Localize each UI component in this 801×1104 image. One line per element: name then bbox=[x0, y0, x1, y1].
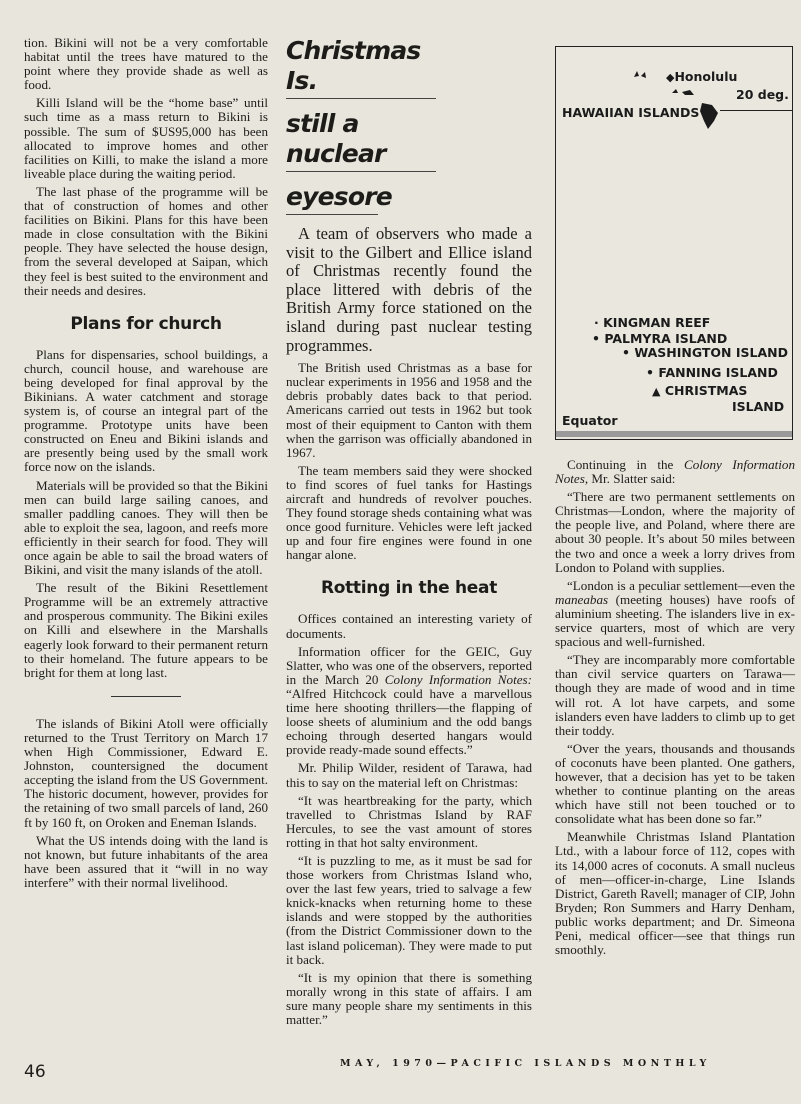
headline-line-2: still a nuclear bbox=[286, 109, 436, 172]
column-right bbox=[555, 458, 795, 961]
text-run: “London is a peculiar settlement—even the bbox=[567, 577, 795, 593]
subheading-rotting-in-the-heat: Rotting in the heat bbox=[320, 578, 498, 599]
equator-label: Equator bbox=[562, 413, 618, 428]
paragraph: Materials will be provided so that the Bikini men can build large sailing canoes, and smaller paddling canoes. They will then be able to exploit the sea, lagoon, and reefs more efficiently in their search for food. They will once again be able to sail the broad waters of Bikini, and visit the many islands of the atoll. bbox=[24, 477, 268, 578]
paragraph: What the US intends doing with the land is not known, but future inhabitants of the area have been assured that it “will in no way interfere” with their normal livelihood. bbox=[24, 832, 268, 890]
paragraph: tion. Bikini will not be a very comfortable habitat until the trees have matured to the point where they provide shade as well as food. bbox=[24, 35, 268, 93]
fanning-text: FANNING ISLAND bbox=[658, 365, 778, 380]
fanning-island-label: • FANNING ISLAND bbox=[646, 365, 778, 380]
paragraph: “It is puzzling to me, as it must be sad for those workers from Christmas Island who, over the last few years, tried to salvage a few knick-knacks when returning home to these islands and were stopped by the authorities (from the District Commissioner down to the last island policeman). They were made to put it back. bbox=[286, 852, 532, 967]
text-run: Continuing in the bbox=[567, 457, 684, 472]
island-dot-icon: ◆ bbox=[666, 71, 675, 84]
kingman-text: KINGMAN REEF bbox=[603, 315, 711, 330]
subheading-plans-for-church: Plans for church bbox=[70, 313, 222, 334]
column-middle bbox=[286, 36, 532, 1031]
headline-line-3: eyesore bbox=[286, 182, 378, 215]
text-run: “Alfred Hitchcock could have a marvellous time here shooting thrillers—the flapping of loose sheets of aluminium and the odd bangs echoing through deserted hangars would provide ready-made sound effects.” bbox=[286, 685, 532, 758]
washington-island-label: • WASHINGTON ISLAND bbox=[622, 345, 788, 360]
article-headline bbox=[286, 36, 532, 215]
section-divider bbox=[111, 696, 181, 697]
running-footer: MAY, 1970—PACIFIC ISLANDS MONTHLY bbox=[340, 1058, 711, 1069]
paragraph: “It is my opinion that there is something morally wrong in this state of affairs. I am sure many people share my sentiments in this matter.” bbox=[286, 969, 532, 1027]
paragraph: Plans for dispensaries, school buildings, a church, council house, and warehouse are being developed for final approval by the Bikinians. A water catchment and storage system is, of course an integral part of the programme. Prototype units have been constructed on Eneu and Bikini islands and are presently being used by the small work force now on the islands. bbox=[24, 346, 268, 475]
paragraph: Offices contained an interesting variety of documents. bbox=[286, 611, 532, 641]
latitude-line bbox=[720, 110, 792, 111]
lead-paragraph: A team of observers who made a visit to the Gilbert and Ellice island of Christmas recently found the place littered with debris of the British Army force stationed on the island during past nuclear testing programmes. bbox=[286, 224, 532, 355]
paragraph: The team members said they were shocked to find scores of fuel tanks for Hastings aircraft and hundreds of revolver pouches. They found storage sheds containing what was once good furniture. Vehicles were left jacked up and four fire engines were found in one hangar alone. bbox=[286, 462, 532, 563]
paragraph bbox=[555, 579, 795, 649]
text-run: (meeting houses) have roofs of aluminium sheeting. The islanders live in ex-service quarters, most of which are very spacious and well-furnished. bbox=[555, 591, 795, 650]
latitude-label: 20 deg. bbox=[736, 87, 789, 102]
column-left bbox=[24, 36, 268, 894]
hawaiian-islands-label: HAWAIIAN ISLANDS bbox=[562, 105, 700, 120]
honolulu-label bbox=[666, 69, 737, 84]
paragraph: Mr. Philip Wilder, resident of Tarawa, had this to say on the material left on Christmas: bbox=[286, 760, 532, 790]
paragraph: The islands of Bikini Atoll were officially returned to the Trust Territory on March 17 when High Commissioner, Edward E. Johnston, countersigned the document accepting the island from the US Government. The historic document, however, provides for the retaining of two small parcels of land, 260 ft by 160 ft, on Oroken and Eneman Islands. bbox=[24, 715, 268, 830]
kingman-reef-label: · KINGMAN REEF bbox=[594, 315, 711, 330]
palmyra-text: PALMYRA ISLAND bbox=[604, 331, 728, 346]
paragraph: “Over the years, thousands and thousands of coconuts have been planted. One gathers, however, that a decision has yet to be taken whether to continue planting on the areas which have still not been touched or to consolidate what has been done so far.” bbox=[555, 740, 795, 827]
honolulu-text: Honolulu bbox=[674, 69, 738, 84]
paragraph: The result of the Bikini Resettlement Programme will be an extremely attractive and prosperous community. The Bikini exiles on Killi and elsewhere in the Marshalls eagerly look forward to their permanent return to their homeland. The future appears to be bright for them at long last. bbox=[24, 580, 268, 680]
page-number: 46 bbox=[24, 1062, 46, 1082]
paragraph bbox=[286, 645, 532, 758]
equator-line bbox=[556, 431, 792, 437]
washington-text: WASHINGTON ISLAND bbox=[634, 345, 788, 360]
paragraph: The last phase of the programme will be that of construction of homes and other facilities on Bikini. Plans for this have been made in close consultation with the Bikini people. They have selected the house design, from the several developed at Saipan, which they feel is best suited to the environment and their needs and desires. bbox=[24, 183, 268, 298]
palmyra-island-label: • PALMYRA ISLAND bbox=[592, 331, 728, 346]
text-run: Information officer for the GEIC, Guy Slatter, who was one of the observers, reported in the March 20 bbox=[286, 643, 532, 687]
italic-publication-title: Colony Information Notes: bbox=[384, 671, 532, 687]
christmas-island-label bbox=[652, 383, 747, 398]
italic-term: maneabas bbox=[555, 591, 609, 607]
christmas-island-label-2: ISLAND bbox=[732, 399, 785, 414]
paragraph: “It was heartbreaking for the party, which travelled to Christmas Island by RAF Hercules, to see the vast amount of stores rotting in that hot salty environment. bbox=[286, 792, 532, 850]
paragraph: Killi Island will be the “home base” until such time as a mass return to Bikini is possible. The sum of $US95,000 has been allocated to improve homes and other facilities on Killi, to make the island a more liveable place during the waiting period. bbox=[24, 95, 268, 181]
island-chain-icon bbox=[670, 87, 696, 97]
paragraph: Meanwhile Christmas Island Plantation Ltd., with a labour force of 112, copes with its 14,000 acres of coconuts. A small nucleus of men—officer-in-charge, Line Islands District, Gareth Ravell; manager of CIP, John Bryden; Ron Summers and Harry Denham, public works department; and Dr. Simeona Peni, medical officer—see that things run smoothly. bbox=[555, 829, 795, 958]
christmas-text: CHRISTMAS bbox=[664, 383, 748, 398]
paragraph: “There are two permanent settlements on Christmas—London, where the majority of the people live, and Poland, where there are about 30 people. It’s about 50 miles between the two and once a week a lorry drives from London to Poland with supplies. bbox=[555, 489, 795, 575]
honolulu-marker-icon bbox=[632, 69, 650, 81]
italic-publication-title: Colony Information Notes, bbox=[555, 457, 795, 487]
paragraph bbox=[555, 458, 795, 486]
christmas-island-icon: ▲ bbox=[652, 385, 661, 398]
paragraph: “They are incomparably more comfortable than civil service quarters on Tarawa—though they are made of wood and in time will rot. A lot have carpets, and some islanders even have ladders to climb up to get their toddy. bbox=[555, 652, 795, 738]
paragraph: The British used Christmas as a base for nuclear experiments in 1956 and 1958 and the debris probably dates back to that period. Americans carried out tests in 1962 but took most of their equipment to Canton with them when the garrison was officially abandoned in 1967. bbox=[286, 360, 532, 460]
text-run: Mr. Slatter said: bbox=[588, 471, 676, 487]
hawaii-island-icon bbox=[696, 99, 722, 131]
line-islands-map bbox=[555, 46, 793, 440]
headline-line-1: Christmas Is. bbox=[286, 36, 436, 99]
